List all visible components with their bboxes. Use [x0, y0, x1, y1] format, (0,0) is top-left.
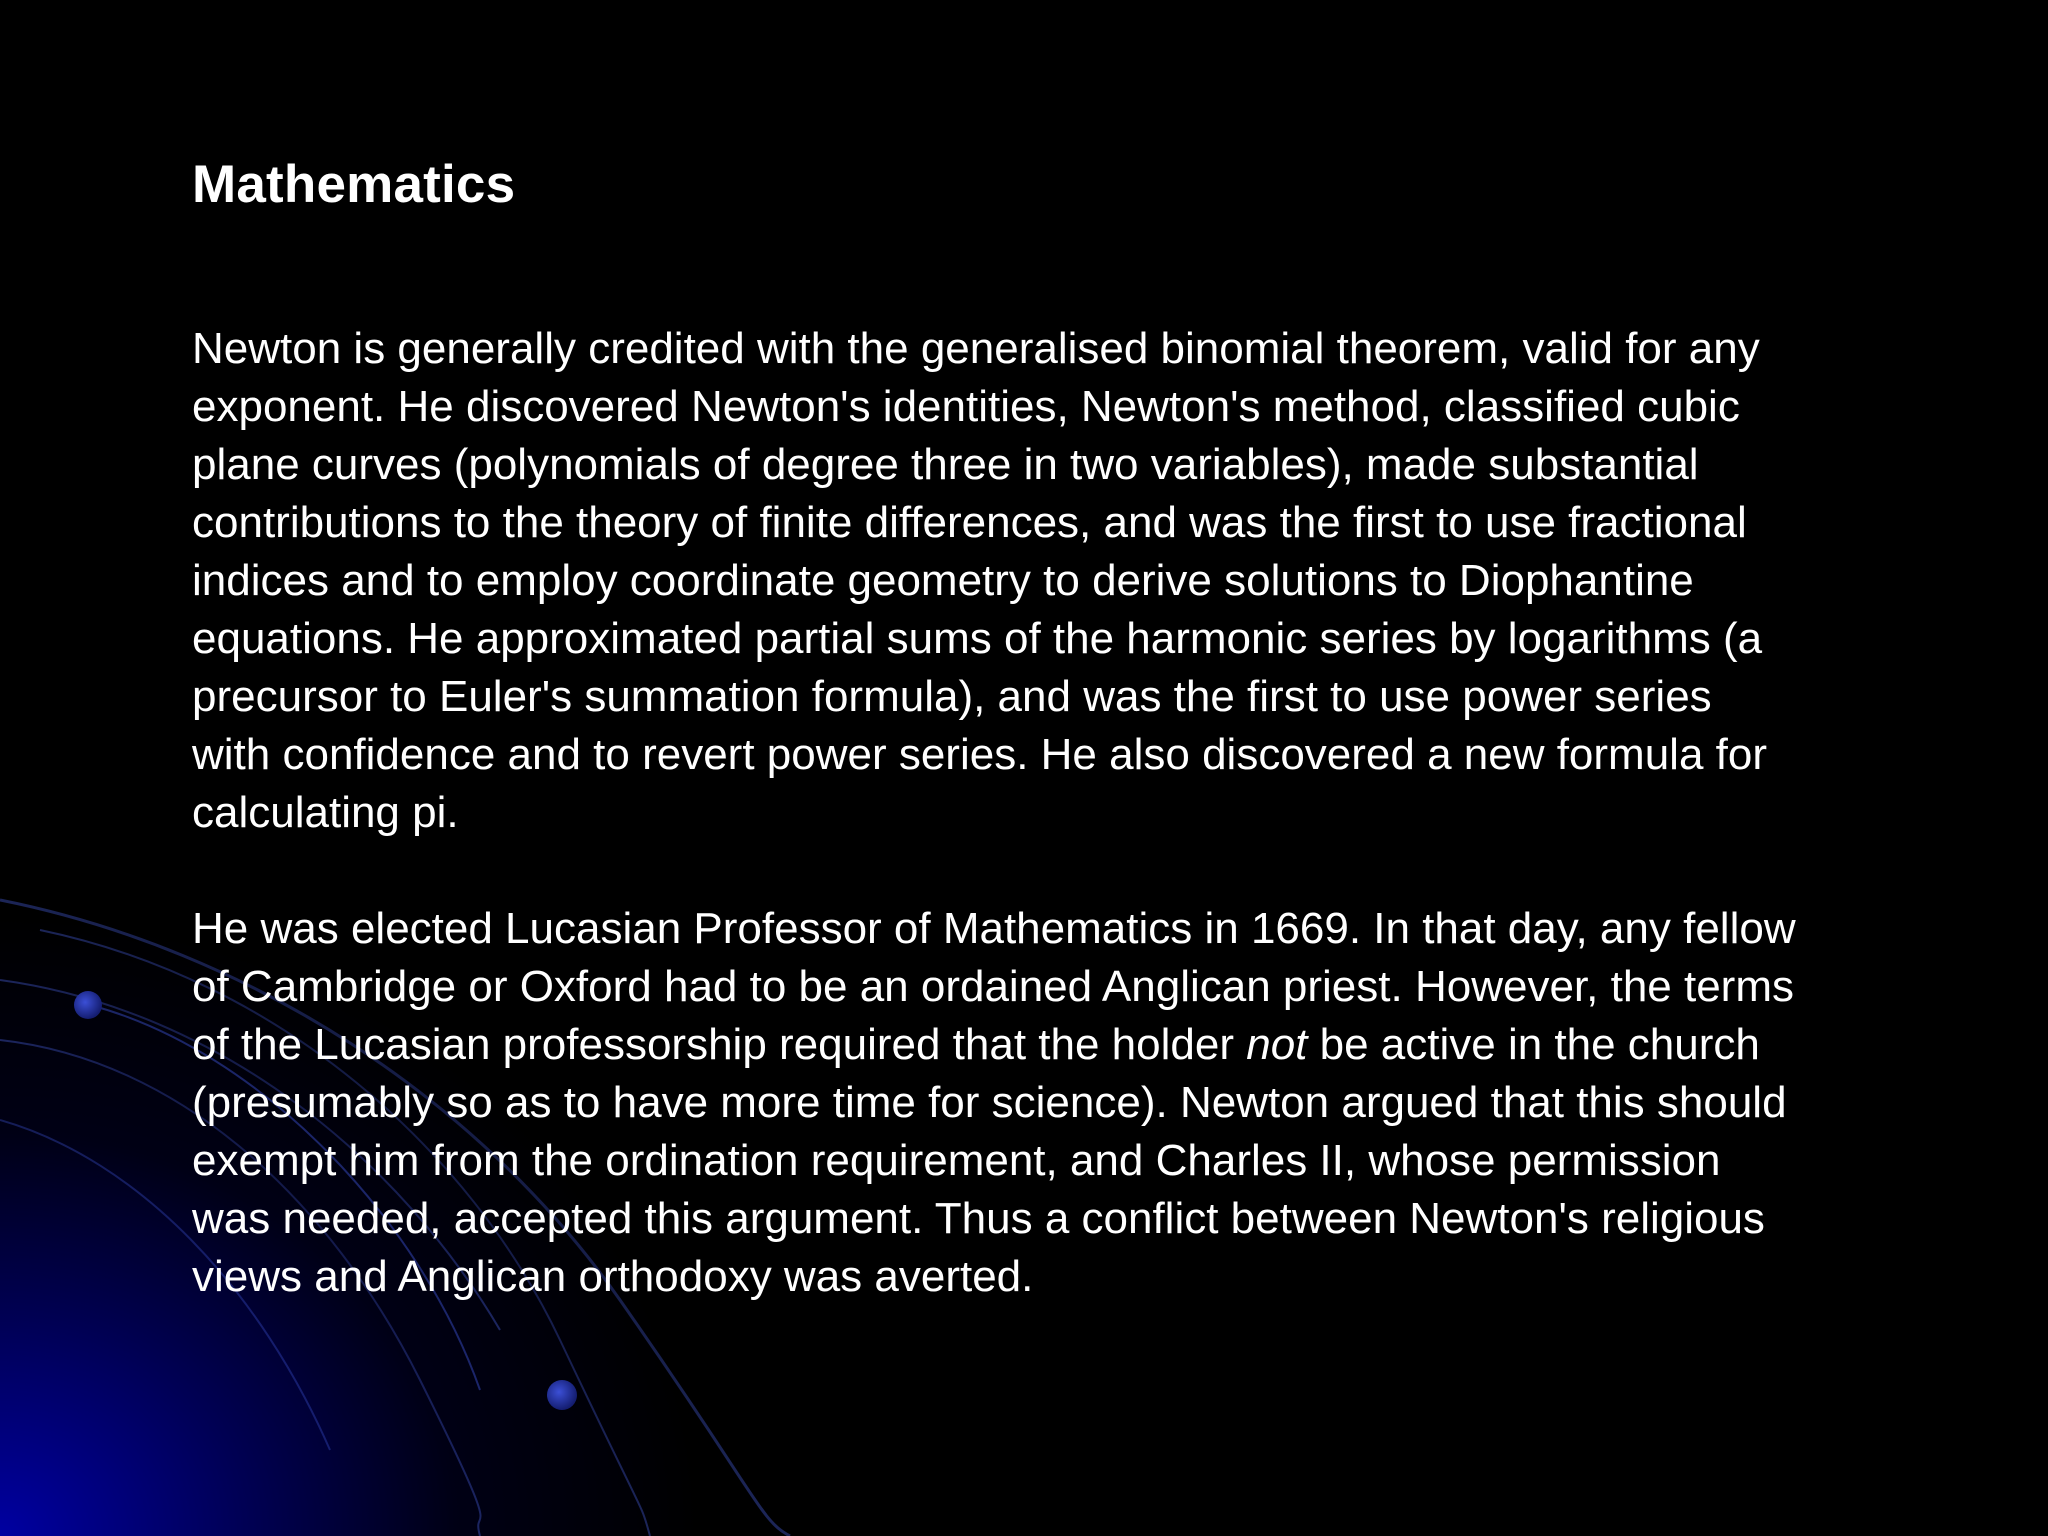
text-line: equations. He approximated partial sums of the harmonic series by logarithms (a	[192, 614, 1763, 663]
text-segment: be active in the church	[1307, 1020, 1760, 1069]
swirl-dot	[74, 991, 102, 1019]
text-line: views and Anglican orthodoxy was averted.	[192, 1252, 1034, 1301]
text-line: calculating pi.	[192, 788, 459, 837]
paragraph-lucasian	[192, 900, 1992, 1306]
paragraph-binomial	[192, 320, 1992, 842]
text-line: exponent. He discovered Newton's identities, Newton's method, classified cubic	[192, 382, 1740, 431]
text-line: (presumably so as to have more time for science). Newton argued that this should	[192, 1078, 1787, 1127]
text-line: was needed, accepted this argument. Thus a conflict between Newton's religious	[192, 1194, 1765, 1243]
text-line: exempt him from the ordination requirement, and Charles II, whose permission	[192, 1136, 1721, 1185]
text-line: contributions to the theory of finite differences, and was the first to use fractional	[192, 498, 1747, 547]
text-line: He was elected Lucasian Professor of Mathematics in 1669. In that day, any fellow	[192, 904, 1796, 953]
text-line: precursor to Euler's summation formula), and was the first to use power series	[192, 672, 1712, 721]
text-line: of Cambridge or Oxford had to be an ordained Anglican priest. However, the terms	[192, 962, 1794, 1011]
text-line: Newton is generally credited with the generalised binomial theorem, valid for any	[192, 324, 1760, 373]
slide-title: Mathematics	[192, 155, 516, 214]
text-line: plane curves (polynomials of degree three in two variables), made substantial	[192, 440, 1699, 489]
text-line: indices and to employ coordinate geometry to derive solutions to Diophantine	[192, 556, 1694, 605]
text-line: with confidence and to revert power series. He also discovered a new formula for	[192, 730, 1767, 779]
swirl-dot	[547, 1380, 577, 1410]
slide-body	[192, 320, 1992, 1364]
text-line-with-emphasis	[192, 1016, 1992, 1074]
text-segment: of the Lucasian professorship required that the holder	[192, 1020, 1247, 1069]
emphasis-not: not	[1246, 1020, 1308, 1069]
